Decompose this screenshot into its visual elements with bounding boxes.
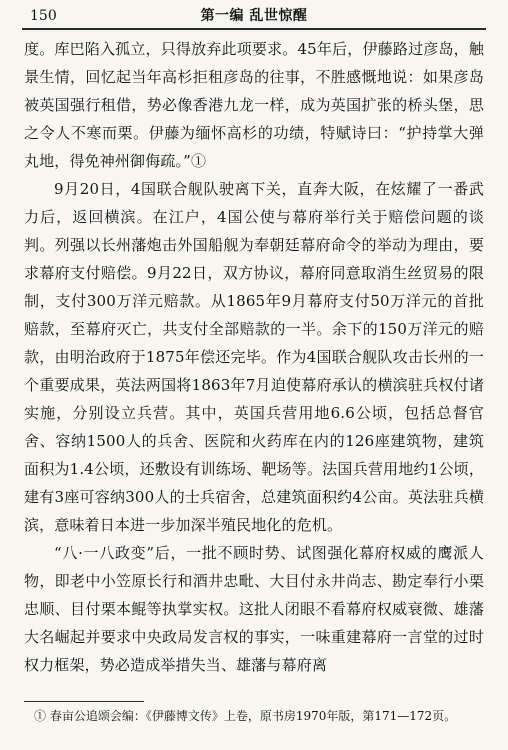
paragraph-continued: 度。库巴陷入孤立，只得放弃此项要求。45年后，伊藤路过彦岛，触景生情，回忆起当年高杉拒租彦岛的往事，不胜感慨地说：如果彦岛被英国强行租借，势必像香港九龙一样，成为英国扩张的桥头堡，思之令人不寒而栗。伊藤为缅怀高杉的功绩，特赋诗曰：“护持掌大弹丸地，得免神州御侮疏。”① bbox=[24, 40, 484, 170]
page-number: 150 bbox=[30, 8, 57, 24]
paragraph-indemnity: 9月20日，4国联合舰队驶离下关，直奔大阪，在炫耀了一番武力后，返回横滨。在江户，4国公使与幕府举行关于赔偿问题的谈判。列强以长州藩炮击外国船舰为奉朝廷幕府命令的举动为理由，要求幕府支付赔偿。9月22日，双方协议，幕府同意取消生丝贸易的限制，支付300万洋元赔款。从1865年9月幕府支付50万洋元的首批赔款，至幕府灭亡，共支付全部赔款的一半。余下的150万洋元的赔款，由明治政府于1875年偿还完毕。作为4国联合舰队攻击长州的一个重要成果，英法两国将1863年7月迫使幕府承认的横滨驻兵权付诸实施，分别设立兵营。其中，英国兵营用地6.6公顷，包括总督官舍、容纳1500人的兵舍、医院和火药库在内的126座建筑物，建筑面积为1.4公顷，还敷设有训练场、靶场等。法国兵营用地约1公顷，建有3座可容纳300人的士兵宿舍，总建筑面积约4公亩。英法驻兵横滨，意味着日本进一步加深半殖民地化的危机。 bbox=[24, 180, 484, 534]
running-title: 第一编 乱世惊醒 bbox=[200, 8, 308, 24]
header-rule bbox=[22, 28, 486, 30]
paragraph-shogunate-faction: “八·一八政变”后，一批不顾时势、试图强化幕府权威的鹰派人物，即老中小笠原长行和酒井忠毗、大目付永井尚志、勘定奉行小栗忠顺、目付栗本鲲等执掌实权。这批人闭眼不看幕府权威衰微、雄藩大名崛起并要求中央政局发言权的事实，一味重建幕府一言堂的过时权力框架，势必造成举措失当、雄藩与幕府离 bbox=[24, 544, 484, 674]
page-header bbox=[24, 6, 484, 26]
footnote-rule bbox=[24, 701, 144, 702]
body-text bbox=[24, 35, 484, 679]
footnote: ① 春亩公追颂会编：《伊藤博文传》上卷，原书房1970年版，第171—172页。 bbox=[34, 709, 457, 723]
